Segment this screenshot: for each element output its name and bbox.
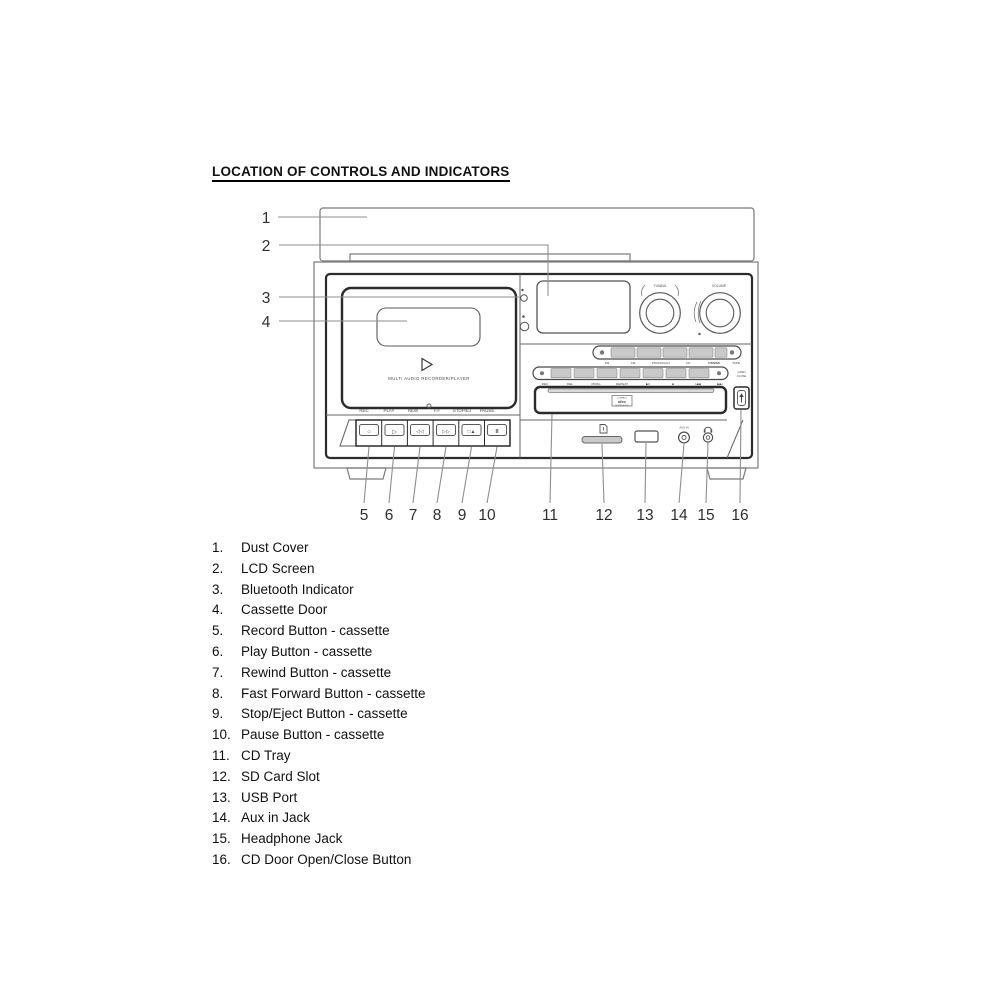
stop-ej-label: STOP/EJ: [452, 408, 472, 413]
source-key: [637, 348, 661, 357]
open-close-label-line2: CLOSE: [736, 373, 747, 378]
list-item-label: Fast Forward Button - cassette: [241, 685, 426, 701]
tuning-arrow-left: [641, 285, 645, 296]
list-item: [212, 788, 632, 809]
callout-3: 3: [261, 290, 271, 307]
knobs: [640, 284, 741, 335]
list-item-label: Record Button - cassette: [241, 623, 390, 639]
func-stop-label: ■: [672, 382, 674, 386]
tuning-knob-inner: [646, 299, 674, 327]
callout-9: 9: [457, 507, 467, 524]
front-panel: [326, 274, 752, 458]
callout-line-14: [679, 444, 684, 503]
device-name-label: MULTI AUDIO RECORDER/PLAYER: [388, 376, 470, 381]
front-panel-outline: [326, 274, 752, 458]
list-item-label: USB Port: [241, 789, 298, 805]
list-item-number: 16.: [212, 851, 231, 867]
callout-11: 11: [541, 507, 559, 524]
volume-knob-inner: [706, 299, 734, 327]
function-key: [689, 369, 709, 378]
func-rec-label: REC: [541, 382, 549, 386]
sd-card-slot: [582, 437, 622, 444]
eject-icon-head: [739, 393, 743, 397]
func-next-label: ▶▶I: [717, 382, 723, 386]
list-item: [212, 808, 632, 829]
list-item-number: 13.: [212, 789, 231, 805]
function-key: [551, 369, 571, 378]
list-item: [212, 663, 632, 684]
source-am-label: AM: [630, 361, 636, 365]
stop-eject-icon: □▲: [467, 429, 476, 435]
rew-label: REW: [407, 408, 419, 413]
list-item-number: 9.: [212, 706, 224, 722]
aux-in-jack: [679, 432, 690, 443]
dust-cover: [320, 208, 754, 261]
list-item-label: Cassette Door: [241, 602, 328, 618]
aux-in-label: AUX IN: [679, 425, 689, 430]
aux-in-jack-hole: [682, 436, 686, 440]
remote-sensor: [520, 322, 529, 331]
callout-1: 1: [261, 210, 271, 227]
source-cd-label: CD: [685, 361, 691, 365]
volume-knob-label: VOLUME: [712, 284, 726, 288]
source-tape-label: TAPE: [732, 361, 740, 365]
open-close-label-line1: OPEN: [737, 370, 746, 374]
list-item: [212, 684, 632, 705]
source-usb-sd-label: USB/SD: [708, 361, 720, 365]
source-key: [715, 348, 727, 357]
callout-line-8: [437, 447, 446, 503]
list-item: [212, 829, 632, 850]
list-item-number: 7.: [212, 664, 224, 680]
list-item-number: 4.: [212, 602, 224, 618]
function-button-row: [533, 367, 728, 386]
callout-7: 7: [408, 507, 418, 524]
list-item-number: 10.: [212, 727, 231, 743]
function-key: [643, 369, 663, 378]
function-key: [620, 369, 640, 378]
callout-line-12: [602, 444, 604, 503]
source-key: [689, 348, 713, 357]
func-del-label: DEL: [566, 382, 574, 386]
source-end-dot: [600, 350, 604, 354]
headphone-icon-earcup: [711, 430, 713, 433]
fast-forward-icon: ▷▷: [442, 429, 450, 435]
page-title: LOCATION OF CONTROLS AND INDICATORS: [212, 164, 510, 182]
list-item-label: Pause Button - cassette: [241, 727, 385, 743]
function-key: [666, 369, 686, 378]
list-item-number: 15.: [212, 831, 231, 847]
list-item: [212, 704, 632, 725]
list-item: [212, 642, 632, 663]
indicator-dot: [522, 315, 525, 318]
source-fm-label: FM: [604, 361, 610, 365]
cd-logo: [612, 396, 632, 407]
list-item: [212, 621, 632, 642]
play-icon: ▷: [392, 429, 397, 436]
list-item: [212, 580, 632, 601]
callout-10: 10: [478, 507, 496, 524]
callout-8: 8: [432, 507, 442, 524]
source-key: [663, 348, 687, 357]
list-item: [212, 600, 632, 621]
list-item-label: Rewind Button - cassette: [241, 664, 392, 680]
callout-5: 5: [359, 507, 369, 524]
knob-dot: [698, 333, 700, 335]
ff-label: F.F: [433, 408, 441, 413]
callout-lines: [278, 217, 741, 503]
headphone-icon: [705, 427, 712, 430]
callout-6: 6: [384, 507, 394, 524]
callout-line-5: [364, 447, 369, 503]
dust-cover-outline: [320, 208, 754, 261]
usb-port: [635, 431, 658, 442]
headphone-jack-hole: [706, 436, 710, 440]
func-repeat-label: REPEAT: [615, 382, 629, 386]
list-item-label: CD Door Open/Close Button: [241, 851, 412, 867]
function-end-dot: [540, 371, 544, 375]
list-item: [212, 725, 632, 746]
lcd-screen: [537, 281, 630, 333]
list-item: [212, 538, 632, 559]
rewind-icon: ◁◁: [416, 429, 424, 435]
connector-strip: [582, 425, 713, 444]
main-body-outline: [314, 262, 758, 468]
tuning-arrow-right: [675, 285, 679, 296]
record-icon: ○: [367, 429, 371, 436]
list-item-label: LCD Screen: [241, 560, 315, 576]
dust-cover-lip: [350, 254, 630, 261]
bluetooth-indicator: [521, 295, 528, 302]
indicator-lcd-area: [520, 281, 630, 333]
callout-15: 15: [697, 507, 715, 524]
source-phono-aux-label: PHONO/AUX: [651, 361, 671, 365]
callout-line-10: [487, 447, 497, 503]
list-item: [212, 850, 632, 871]
list-item-label: Dust Cover: [241, 540, 309, 555]
list-item-number: 5.: [212, 623, 224, 639]
source-key: [611, 348, 635, 357]
callout-2: 2: [261, 238, 271, 255]
list-item-label: Bluetooth Indicator: [241, 581, 354, 597]
callout-4: 4: [261, 314, 271, 331]
list-item-label: Headphone Jack: [241, 831, 343, 847]
headphone-icon-earcup: [704, 430, 706, 433]
callout-16: 16: [731, 507, 749, 524]
callout-line-16: [740, 410, 741, 503]
func-prog-label: PROG: [591, 382, 601, 386]
function-end-dot: [717, 371, 721, 375]
list-item-label: Stop/Eject Button - cassette: [241, 706, 408, 722]
list-item: [212, 767, 632, 788]
tuning-knob-label: TUNING: [653, 284, 667, 288]
list-item-label: Aux in Jack: [241, 810, 311, 826]
rec-label: REC: [359, 408, 369, 413]
cassette-door-outline: [342, 288, 516, 408]
source-end-dot: [730, 350, 734, 354]
func-prev-label: I◀◀: [695, 382, 701, 386]
cd-logo-bottom: DIGITAL AUDIO: [615, 404, 629, 407]
list-item-number: 3.: [212, 581, 224, 597]
list-item-number: 6.: [212, 643, 224, 659]
pause-label: PAUSE: [479, 408, 495, 413]
callout-line-9: [462, 447, 472, 503]
parts-list: [212, 538, 632, 871]
cassette-window: [377, 308, 480, 346]
list-item: [212, 746, 632, 767]
list-item-label: Play Button - cassette: [241, 643, 373, 659]
cassette-transport: [340, 408, 510, 446]
list-item-label: SD Card Slot: [241, 768, 320, 784]
list-item-number: 11.: [212, 747, 230, 763]
func-play-pause-label: ▶II: [646, 382, 650, 386]
volume-arrow-outer: [694, 302, 697, 322]
list-item-number: 8.: [212, 685, 224, 701]
list-item-label: CD Tray: [241, 747, 291, 763]
pause-icon: II: [495, 429, 499, 435]
function-key: [597, 369, 617, 378]
list-item-number: 14.: [212, 810, 231, 826]
indicator-dot: [521, 289, 523, 291]
callout-14: 14: [670, 507, 688, 524]
list-item-number: 12.: [212, 768, 231, 784]
cassette-door: [342, 288, 516, 408]
callout-line-15: [706, 443, 708, 503]
callout-line-13: [645, 443, 646, 503]
callout-line-7: [413, 447, 420, 503]
function-key: [574, 369, 594, 378]
callout-12: 12: [595, 507, 613, 524]
play-label: PLAY: [383, 408, 395, 413]
cd-logo-mid: disc: [617, 399, 627, 405]
list-item: [212, 559, 632, 580]
transport-endcap: [340, 420, 356, 446]
headphone-jack: [703, 433, 712, 442]
cd-tray-slit: [548, 389, 714, 393]
cd-logo-top: COMPACT: [616, 397, 628, 400]
play-triangle-icon: [422, 359, 432, 371]
source-button-row: [593, 346, 741, 365]
callout-13: 13: [636, 507, 654, 524]
list-item-number: 2.: [212, 560, 224, 576]
list-item-number: 1.: [212, 540, 224, 555]
callout-line-6: [389, 447, 395, 503]
